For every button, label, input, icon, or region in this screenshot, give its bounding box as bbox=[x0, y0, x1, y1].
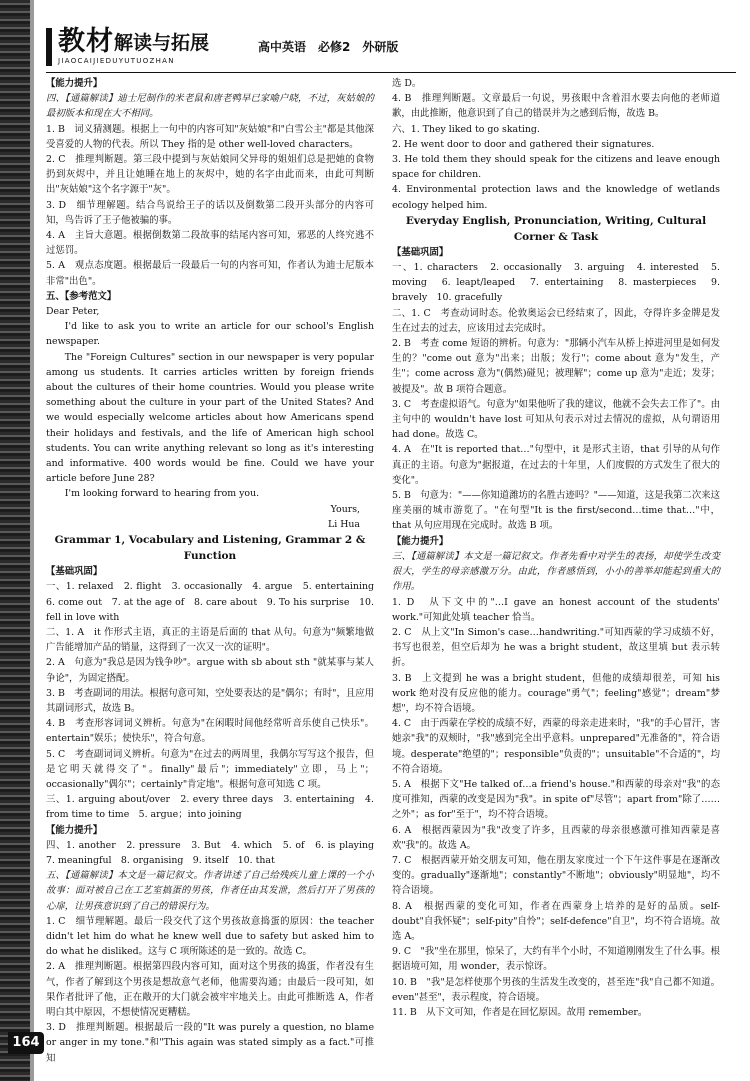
section-heading: 【基础巩固】 bbox=[46, 566, 103, 578]
answer-paragraph: 5. A 根据下文"He talked of…a friend's house."和西蒙的母亲对"我"的态度可推知，西蒙的改变是因为"我"。in spite of"尽管"；apart from"除了……之外"；as for"至于"，均不符合语境。 bbox=[392, 778, 720, 821]
answer-paragraph: 4. B 考查形容词词义辨析。句意为"在闲暇时间他经常听音乐使自己快乐"。entertain"娱乐；使快乐"，符合句意。 bbox=[46, 718, 374, 745]
answer-paragraph: 3. C 考查虚拟语气。句意为"如果他听了我的建议，他就不会失去工作了"。由主句中的 wouldn't have lost 可知从句表示对过去情况的虚拟，从句谓语用 had done。故选 C。 bbox=[392, 398, 720, 441]
answer-paragraph: 3. B 考查副词的用法。根据句意可知，空处要表达的是"偶尔；有时"，且应用其副词形式，故选 B。 bbox=[46, 687, 374, 714]
left-edge-stripe bbox=[0, 0, 30, 1081]
page-number: 164 bbox=[8, 1032, 44, 1054]
answer-paragraph: 9. C "我"坐在那里，惊呆了，大约有半个小时，不知道刚刚发生了什么事。根据语境可知，用 wonder，表示惊讶。 bbox=[392, 946, 720, 973]
right-column bbox=[392, 76, 720, 1020]
answer-paragraph: 2. He went door to door and gathered their signatures. bbox=[392, 138, 655, 150]
answer-paragraph: 三、1. arguing about/over 2. every three days 3. entertaining 4. from time to time 5. argue；into joining bbox=[46, 794, 374, 821]
answer-paragraph: 2. C 推理判断题。第三段中提到与灰姑娘同父异母的姐姐们总是把她的食物扔到灰烬中，并且让她睡在地上的灰烬中，她的名字由此而来，由此可判断出"灰姑娘"这个名字源于"灰"。 bbox=[46, 154, 374, 196]
answer-paragraph: 5. A 观点态度题。根据最后一段最后一句的内容可知，作者认为迪士尼版本非常"出色"。 bbox=[46, 260, 374, 287]
answer-paragraph: 1. C 细节理解题。最后一段交代了这个男孩故意捣蛋的原因：the teacher didn't let him do what he knew well due to safety but asked him to do what he disliked。这与 C 项所陈述的是一致的。故选 C。 bbox=[46, 915, 374, 958]
answer-paragraph: 11. B 从下文可知，作者是在回忆原因。故用 remember。 bbox=[392, 1006, 648, 1018]
answer-paragraph: 2. B 考查 come 短语的辨析。句意为："那辆小汽车从桥上掉进河里是如何发生的？"come out 意为"出来；出版；发行"；come about 意为"发生，产生"；come across 意为"(偶然)碰见；被理解"；come up 意为"走近；发芽；被提及"。故 B 项符合题意。 bbox=[392, 338, 720, 395]
brand-title-main: 教材 bbox=[58, 26, 114, 57]
answer-paragraph: 一、1. characters 2. occasionally 3. arguing 4. interested 5. moving 6. leapt/leaped 7. entertaining 8. masterpieces 9. bravely 10. gracefully bbox=[392, 262, 720, 304]
answer-paragraph: 二、1. C 考查动词时态。伦敦奥运会已经结束了，因此，夺得许多金牌是发生在过去的过去，应该用过去完成时。 bbox=[392, 307, 720, 334]
answer-paragraph: Yours, bbox=[330, 503, 360, 515]
answer-paragraph: 3. B 上文提到 he was a bright student，但他的成绩却很差，可知 his work 绝对没有反应他的能力。courage"勇气"；feeling"感觉"；dream"梦想"，均不符合语境。 bbox=[392, 672, 720, 714]
answer-paragraph: 4. A 主旨大意题。根据倒数第二段故事的结尾内容可知，邪恶的人终究逃不过惩罚。 bbox=[46, 230, 374, 257]
answer-paragraph: 5. B 句意为："——你知道潍坊的名胜古迹吗？"——知道，这是我第二次来这座美丽的城市游览了。"在句型"It is the first/second…time that…"中，that 从句应用现在完成时。故选 B 项。 bbox=[392, 490, 720, 532]
brand-title-sub: 解读与拓展 bbox=[114, 32, 210, 54]
answer-paragraph: 四、1. another 2. pressure 3. But 4. which 5. of 6. is playing 7. meaningful 8. organising 9. itself 10. that bbox=[46, 839, 384, 866]
brand-bar bbox=[46, 28, 52, 66]
answer-paragraph: 5. C 考查副词词义辨析。句意为"在过去的两周里，我偶尔写写这个报告，但是它明天就得交了"。finally"最后"；immediately"立即，马上"；occasionally"偶尔"；certainly"肯定地"。根据句意可知选 C 项。 bbox=[46, 748, 374, 790]
section-heading: 【能力提升】 bbox=[392, 535, 449, 547]
answer-paragraph: 6. A 根据西蒙因为"我"改变了许多，且西蒙的母亲很感激可推知西蒙是喜欢"我"的。故选 A。 bbox=[392, 824, 720, 851]
answer-paragraph: Dear Peter, bbox=[46, 306, 100, 318]
section-heading: 【能力提升】 bbox=[46, 824, 103, 836]
answer-paragraph: 1. D 从下文中的"…I gave an honest account of the students' work."可知此处填 teacher 恰当。 bbox=[392, 596, 720, 623]
answer-paragraph: 4. B 推理判断题。文章最后一句说，男孩眼中含着泪水要去向他的老师道歉，由此推断，他意识到了自己的错误并为之感到后悔，故选 B。 bbox=[392, 93, 720, 120]
left-column bbox=[46, 76, 384, 1066]
page-header bbox=[46, 26, 736, 70]
section-title: Everyday English, Pronunciation, Writing, Cultural Corner & Task bbox=[405, 214, 707, 243]
left-edge-rule bbox=[30, 0, 34, 1081]
answer-paragraph: The "Foreign Cultures" section in our newspaper is very popular among us students. It carries articles written by foreign friends about the cultures of their home countries. Would you please write something about the culture in your part of the United States? And we would especially welcome articles about how Americans spend their holidays and festivals, and the life of American high school students. You can write anything relevant so long as it's interesting and informative. 400 words would be fine. Could we have your article before June 28? bbox=[46, 351, 374, 485]
answer-paragraph: 4. C 由于西蒙在学校的成绩不好，西蒙的母亲走进来时，"我"的手心冒汗，害她亲"我"的双颊时，"我"感到完全出乎意料。unprepared"无准备的"，符合语境。desperate"绝望的"；responsible"负责的"；unsuitable"不合适的"，均不符合语境。 bbox=[392, 718, 720, 775]
answer-paragraph: 4. A 在"It is reported that…"句型中，it 是形式主语，that 引导的从句作真正的主语。句意为"据报道，在过去的十年里，人们度假的方式发生了很大的变化"。 bbox=[392, 444, 720, 486]
section-heading: 【能力提升】 bbox=[46, 78, 103, 89]
answer-paragraph: 三、【通篇解读】本文是一篇记叙文。作者先看中对学生的表扬，却使学生改变很大，学生的母亲感激万分。由此，作者感悟到，小小的善举却能起到重大的作用。 bbox=[392, 550, 720, 593]
section-heading: 五、【参考范文】 bbox=[46, 290, 117, 302]
answer-paragraph: 3. D 细节理解题。结合鸟说给王子的话以及倒数第二段开头部分的内容可知，鸟告诉了王子他被骗的事。 bbox=[46, 199, 374, 226]
answer-paragraph: 二、1. A it 作形式主语，真正的主语是后面的 that 从句。句意为"频繁地做广告能增加产品的销量，这得到了一次又一次的证明"。 bbox=[46, 626, 374, 654]
answer-paragraph: 选 D。 bbox=[392, 78, 422, 89]
answer-paragraph: I'm looking forward to hearing from you. bbox=[64, 488, 260, 500]
answer-paragraph: 8. A 根据西蒙的变化可知，作者在西蒙身上培养的是好的品质。self-doubt"自我怀疑"；self-pity"自怜"；self-defence"自卫"，均不符合语境。故选 A。 bbox=[392, 900, 720, 942]
answer-paragraph: 六、1. They liked to go skating. bbox=[392, 123, 540, 135]
header-rule bbox=[46, 72, 736, 73]
answer-paragraph: 4. Environmental protection laws and the knowledge of wetlands ecology helped him. bbox=[392, 184, 720, 211]
answer-paragraph: 2. A 句意为"我总是因为钱争吵"。argue with sb about sth "就某事与某人争论"，为固定搭配。 bbox=[46, 657, 374, 684]
answer-paragraph: 2. A 推理判断题。根据第四段内容可知，面对这个男孩的捣蛋，作者没有生气，作者了解到这个男孩是想故意气老师，他需要沟通；由最后一段可知，如果作者批评了他，正在敞开的大门就会被牢牢地关上。由此可推断选 A，作者明白其中原因，不想使情况更糟糕。 bbox=[46, 961, 374, 1018]
book-subtitle: 高中英语 必修2 外研版 bbox=[258, 40, 399, 54]
answer-paragraph: 3. D 推理判断题。根据最后一段的"It was purely a question, no blame or anger in my tone."和"This again was stated simply as a fact."可推知 bbox=[46, 1022, 374, 1064]
answer-paragraph: 2. C 从上文"In Simon's case…handwriting."可知西蒙的学习成绩不好，书写也很差，但空后却为 he was a bright student，故这里填 but 表示转折。 bbox=[392, 626, 720, 669]
answer-paragraph: 四、【通篇解读】迪士尼制作的米老鼠和唐老鸭早已家喻户晓，不过，灰姑娘的最初版本和现在大不相同。 bbox=[46, 93, 374, 120]
answer-paragraph: Li Hua bbox=[327, 518, 360, 530]
brand-pinyin: JIAOCAIJIEDUYUTUOZHAN bbox=[58, 57, 175, 65]
answer-paragraph: 3. He told them they should speak for the citizens and leave enough space for children. bbox=[392, 154, 720, 181]
answer-paragraph: 一、1. relaxed 2. flight 3. occasionally 4. argue 5. entertaining 6. come out 7. at the age of 8. care about 9. To his surprise 10. fell in love with bbox=[46, 581, 384, 623]
answer-paragraph: 10. B "我"是怎样使那个男孩的生活发生改变的，甚至连"我"自己都不知道。even"甚至"，表示程度，符合语境。 bbox=[392, 976, 720, 1003]
answer-paragraph: I'd like to ask you to write an article for our school's English newspaper. bbox=[46, 321, 374, 348]
section-heading: 【基础巩固】 bbox=[392, 246, 449, 258]
answer-paragraph: 五、【通篇解读】本文是一篇记叙文。作者讲述了自己给残疾儿童上课的一个小故事：面对被自己在工艺室搞蛋的男孩，作者任由其发泄，然后打开了男孩的心扉，让男孩意识到了自己的错误行为。 bbox=[46, 870, 374, 912]
section-title: Grammar 1, Vocabulary and Listening, Grammar 2 & Function bbox=[54, 534, 366, 563]
answer-paragraph: 1. B 词义猜测题。根据上一句中的内容可知"灰姑娘"和"白雪公主"都是其他深受喜爱的人物的代表。所以 They 指的是 other well-loved characters。 bbox=[46, 123, 374, 150]
answer-paragraph: 7. C 根据西蒙开始交朋友可知，他在朋友家度过一个下午这件事是在逐渐改变的。gradually"逐渐地"；constantly"不断地"；obviously"明显地"，均不符合语境。 bbox=[392, 854, 720, 897]
